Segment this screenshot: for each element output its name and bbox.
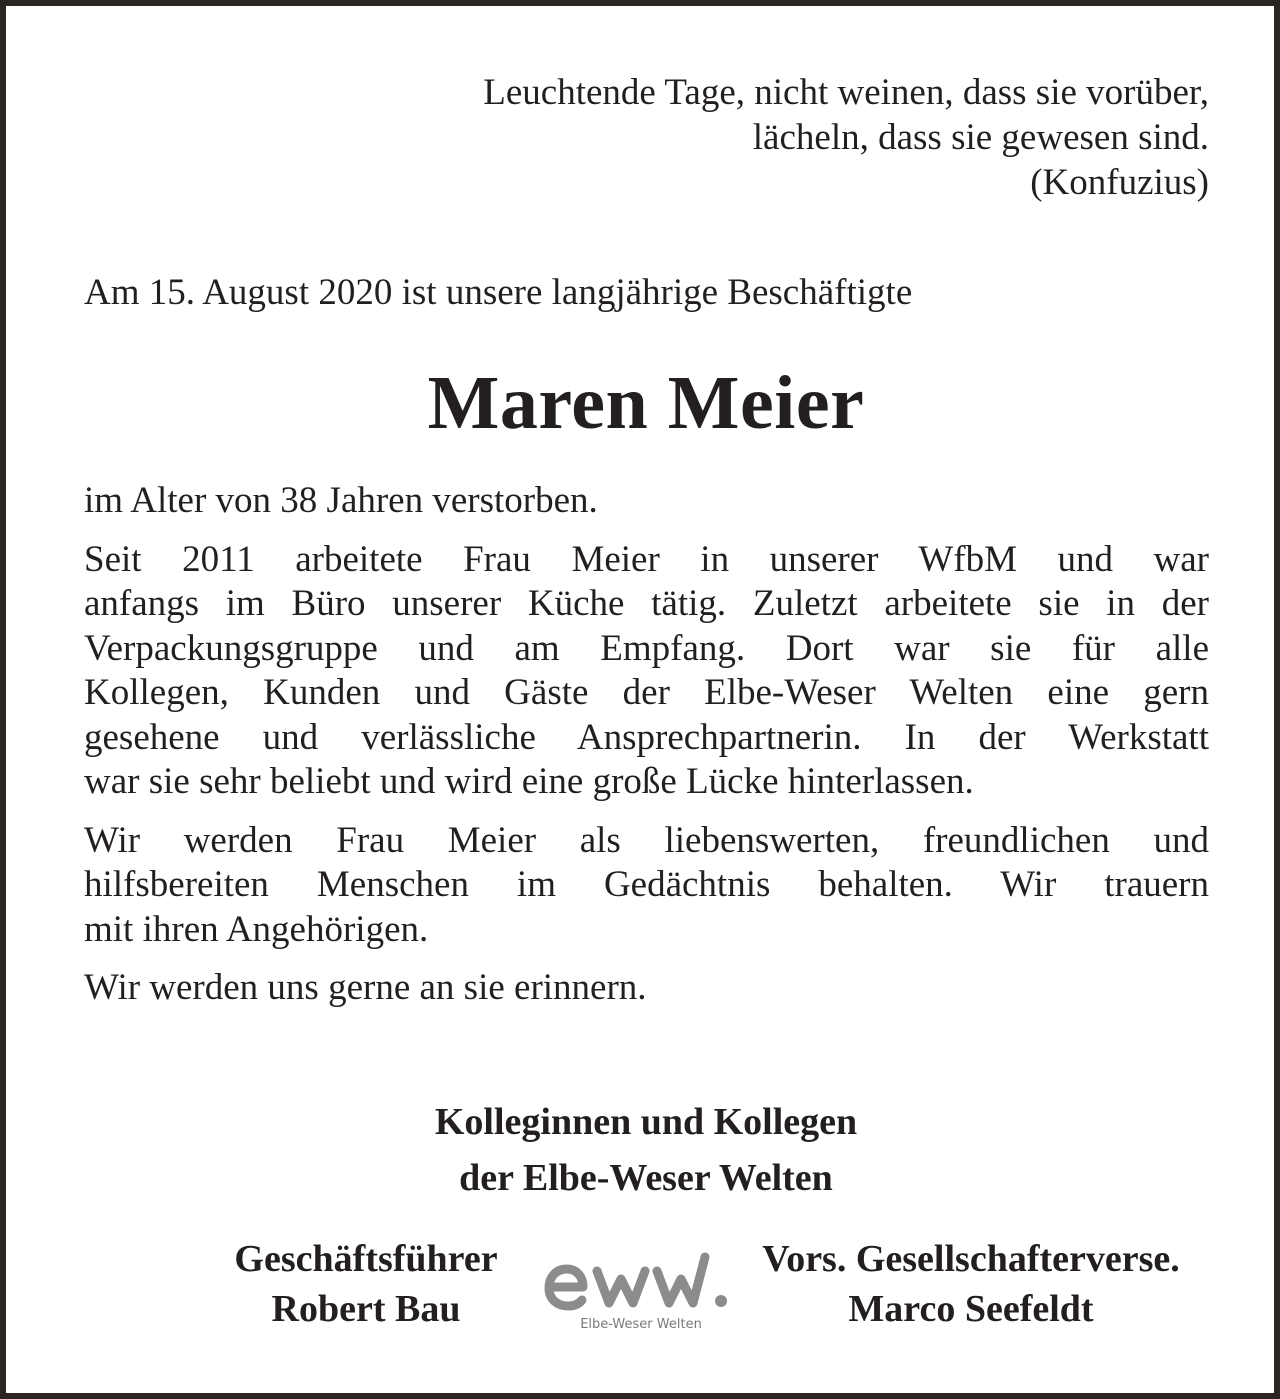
quote-block [306,70,1209,205]
text-line: Wir werden uns gerne an sie erinnern. [84,967,647,1008]
text-line: anfangs im Büro unserer Küche tätig. Zuletzt arbeitete sie in der [84,583,1209,624]
text-line: hilfsbereiten Menschen im Gedächtnis behalten. Wir trauern [84,864,1209,905]
signature-group-line: der Elbe-Weser Welten [459,1157,833,1199]
signature-name: Marco Seefeldt [848,1288,1094,1330]
text-line: im Alter von 38 Jahren verstorben. [84,480,598,521]
text-line: Verpackungsgruppe und am Empfang. Dort war sie für alle [84,627,1209,669]
quote-line: Leuchtende Tage, nicht weinen, dass sie vorüber, [483,72,1209,113]
signature-group [6,1094,1280,1206]
logo-caption: Elbe-Weser Welten [580,1317,702,1332]
text-line: mit ihren Angehörigen. [84,908,429,950]
text-line: Seit 2011 arbeitete Frau Meier in unserer WfbM und war [84,538,1209,580]
signature-managing-director [201,1234,531,1334]
paragraph-closing [84,966,1209,1011]
paragraph-work [84,538,1209,805]
signature-group-line: Kolleginnen und Kollegen [434,1101,858,1143]
deceased-name: Maren Meier [427,361,865,445]
text-line: gesehene und verlässliche Ansprechpartnerin. In der Werkstatt [84,716,1209,758]
body-text [84,479,1209,1025]
quote-line: lächeln, dass sie gewesen sind. [752,117,1209,158]
paragraph-memory [84,819,1209,953]
signature-role: Vors. Gesellschafterverse. [762,1238,1180,1280]
signature-role: Geschäftsführer [234,1238,498,1280]
eww-logo-mark [541,1249,741,1315]
signature-shareholders-chair [726,1234,1216,1334]
eww-logo [541,1249,756,1339]
text-line: Kollegen, Kunden und Gäste der Elbe-Weser Welten eine gern [84,672,1209,713]
paragraph-age [84,479,1209,524]
signature-name: Robert Bau [271,1288,461,1330]
intro-text: Am 15. August 2020 ist unsere langjährige Beschäftigte [84,272,913,313]
text-line: war sie sehr beliebt und wird eine große Lücke hinterlassen. [84,761,974,802]
quote-author: (Konfuzius) [1030,162,1209,203]
text-line: Wir werden Frau Meier als liebenswerten, freundlichen und [84,819,1209,861]
